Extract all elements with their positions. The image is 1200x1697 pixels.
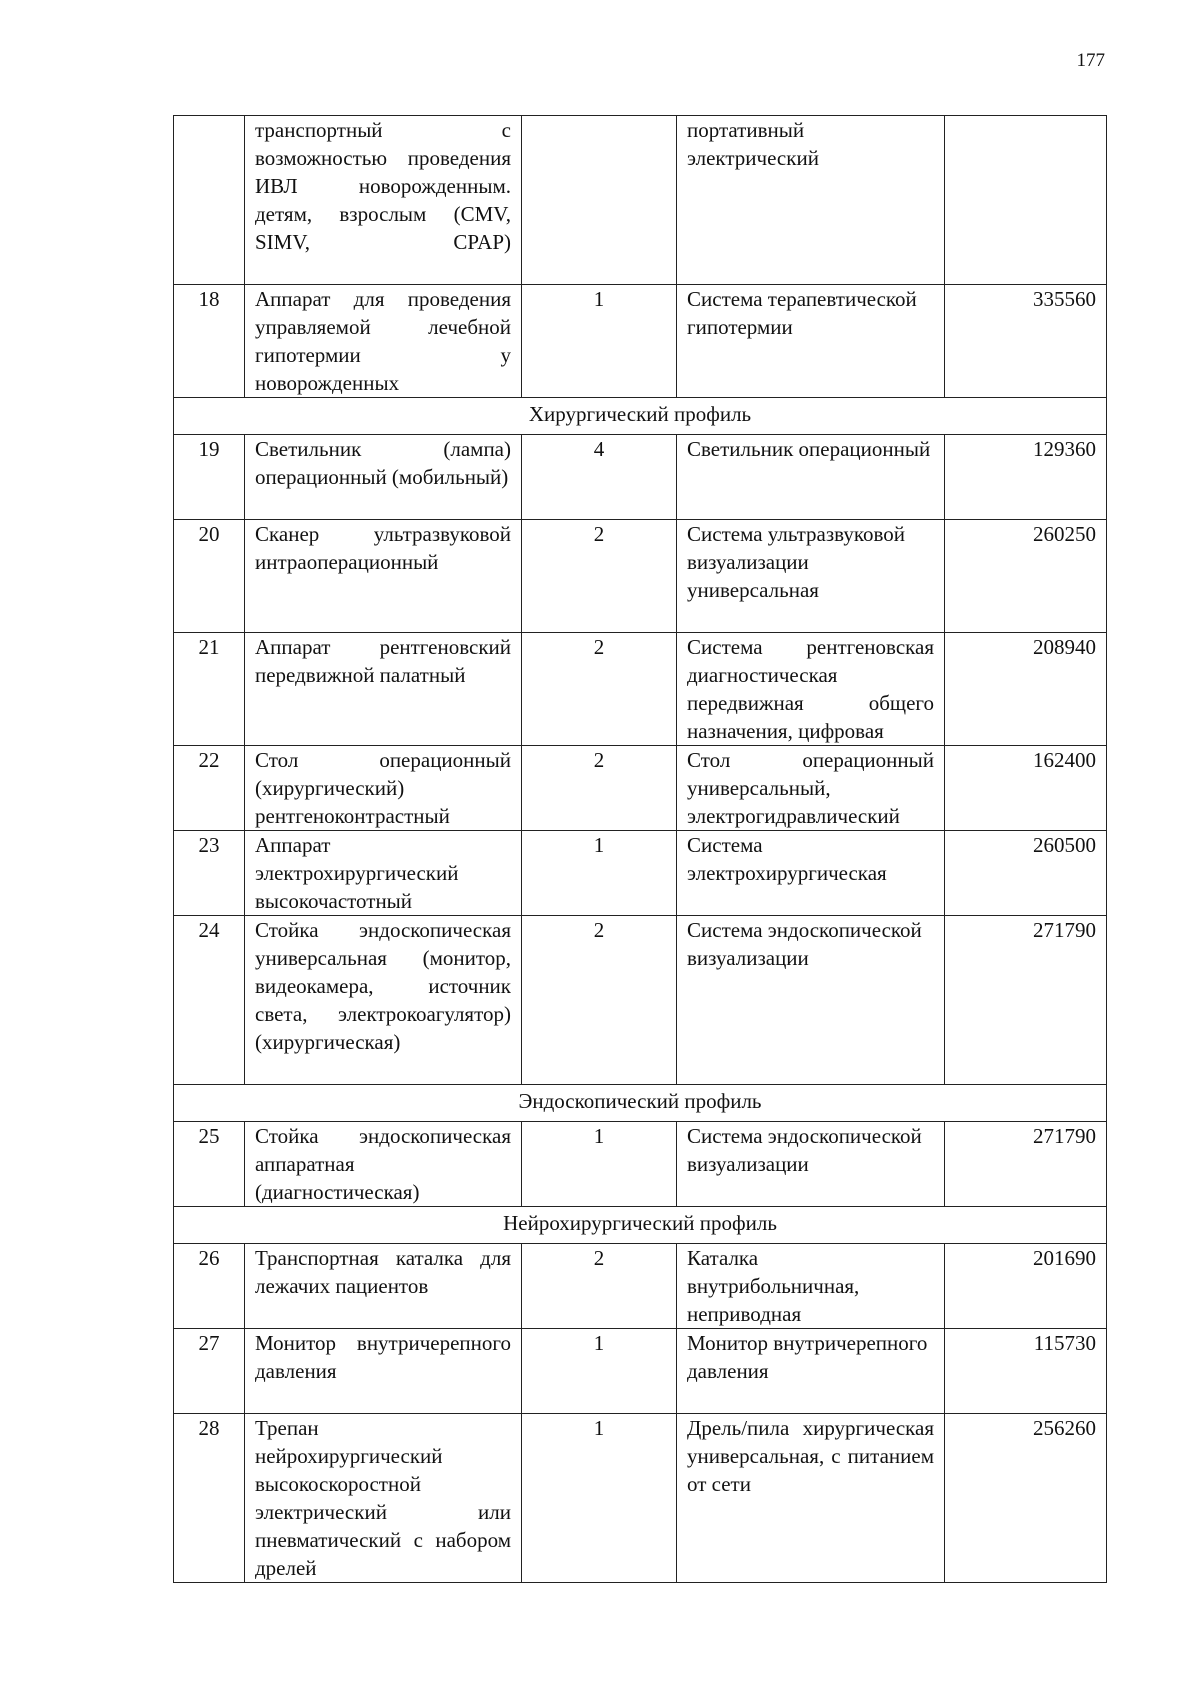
row-number: 25 [174, 1122, 245, 1207]
section-title: Хирургический профиль [174, 398, 1107, 435]
quantity: 1 [522, 285, 677, 398]
quantity [522, 116, 677, 285]
price: 256260 [945, 1414, 1107, 1583]
system-name: Монитор внутричерепного давления [677, 1329, 945, 1414]
quantity: 2 [522, 520, 677, 633]
quantity: 2 [522, 1244, 677, 1329]
table-row [174, 435, 1107, 520]
row-number: 23 [174, 831, 245, 916]
quantity: 1 [522, 1329, 677, 1414]
system-name: Стол операционный универсальный, электрогидравлический [677, 746, 945, 831]
table-row [174, 1122, 1107, 1207]
price: 271790 [945, 1122, 1107, 1207]
price: 162400 [945, 746, 1107, 831]
system-name: Светильник операционный [677, 435, 945, 520]
quantity: 2 [522, 633, 677, 746]
system-name: Система ультразвуковой визуализации универсальная [677, 520, 945, 633]
equipment-name: Стойка эндоскопическая универсальная (монитор, видеокамера, источник света, электрокоагулятор) (хирургическая) [245, 916, 522, 1085]
equipment-name: Монитор внутричерепного давления [245, 1329, 522, 1414]
section-row [174, 398, 1107, 435]
equipment-name: транспортный с возможностью проведения ИВЛ новорожденным. детям, взрослым (CMV, SIMV, CPAP) [245, 116, 522, 285]
equipment-name: Стойка эндоскопическая аппаратная (диагностическая) [245, 1122, 522, 1207]
table-row [174, 1414, 1107, 1583]
price: 129360 [945, 435, 1107, 520]
price: 260250 [945, 520, 1107, 633]
table-row [174, 831, 1107, 916]
table-row [174, 520, 1107, 633]
row-number: 22 [174, 746, 245, 831]
section-row [174, 1207, 1107, 1244]
row-number: 26 [174, 1244, 245, 1329]
quantity: 1 [522, 1414, 677, 1583]
section-title: Нейрохирургический профиль [174, 1207, 1107, 1244]
system-name: Система эндоскопической визуализации [677, 916, 945, 1085]
table-row [174, 1244, 1107, 1329]
price: 115730 [945, 1329, 1107, 1414]
equipment-name: Светильник (лампа) операционный (мобильный) [245, 435, 522, 520]
row-number: 28 [174, 1414, 245, 1583]
equipment-name: Трепан нейрохирургический высокоскоростной электрический или пневматический с набором дрелей [245, 1414, 522, 1583]
price: 335560 [945, 285, 1107, 398]
equipment-name: Аппарат для проведения управляемой лечебной гипотермии у новорожденных [245, 285, 522, 398]
section-title: Эндоскопический профиль [174, 1085, 1107, 1122]
price: 201690 [945, 1244, 1107, 1329]
page-number: 177 [1076, 50, 1105, 71]
table-row [174, 916, 1107, 1085]
table-row [174, 1329, 1107, 1414]
row-number: 27 [174, 1329, 245, 1414]
section-row [174, 1085, 1107, 1122]
row-number: 24 [174, 916, 245, 1085]
system-name: Система электрохирургическая [677, 831, 945, 916]
price: 271790 [945, 916, 1107, 1085]
row-number: 20 [174, 520, 245, 633]
quantity: 2 [522, 746, 677, 831]
equipment-name: Сканер ультразвуковой интраоперационный [245, 520, 522, 633]
equipment-name: Стол операционный (хирургический) рентгеноконтрастный [245, 746, 522, 831]
table-row [174, 285, 1107, 398]
system-name: портативный электрический [677, 116, 945, 285]
equipment-table [173, 115, 1107, 1583]
table-row [174, 746, 1107, 831]
row-number: 18 [174, 285, 245, 398]
row-number [174, 116, 245, 285]
system-name: Каталка внутрибольничная, неприводная [677, 1244, 945, 1329]
row-number: 19 [174, 435, 245, 520]
equipment-name: Транспортная каталка для лежачих пациентов [245, 1244, 522, 1329]
system-name: Система рентгеновская диагностическая передвижная общего назначения, цифровая [677, 633, 945, 746]
price: 208940 [945, 633, 1107, 746]
price [945, 116, 1107, 285]
quantity: 1 [522, 1122, 677, 1207]
price: 260500 [945, 831, 1107, 916]
table-row [174, 116, 1107, 285]
system-name: Дрель/пила хирургическая универсальная, с питанием от сети [677, 1414, 945, 1583]
system-name: Система эндоскопической визуализации [677, 1122, 945, 1207]
table-row [174, 633, 1107, 746]
quantity: 4 [522, 435, 677, 520]
equipment-name: Аппарат рентгеновский передвижной палатный [245, 633, 522, 746]
quantity: 2 [522, 916, 677, 1085]
system-name: Система терапевтической гипотермии [677, 285, 945, 398]
quantity: 1 [522, 831, 677, 916]
equipment-name: Аппарат электрохирургический высокочастотный [245, 831, 522, 916]
row-number: 21 [174, 633, 245, 746]
